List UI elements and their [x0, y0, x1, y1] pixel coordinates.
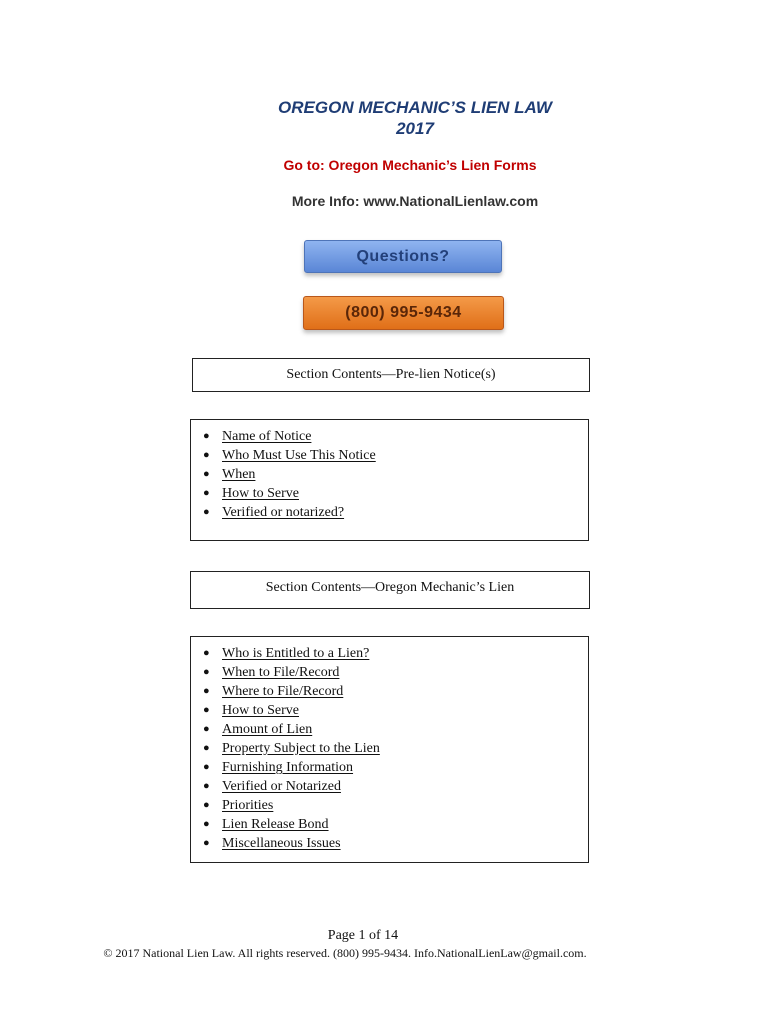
prelien-link[interactable]: Name of Notice	[222, 429, 312, 444]
lien-link[interactable]: Lien Release Bond	[222, 817, 329, 832]
lien-link[interactable]: How to Serve	[222, 703, 299, 718]
bullet-icon: ●	[203, 780, 210, 792]
list-item[interactable]	[191, 834, 380, 853]
prelien-link[interactable]: Verified or notarized?	[222, 505, 345, 520]
list-item[interactable]	[191, 720, 380, 739]
prelien-link[interactable]: Who Must Use This Notice	[222, 448, 376, 463]
bullet-icon: ●	[203, 487, 210, 499]
page-number: Page 1 of 14	[327, 928, 399, 943]
bullet-icon: ●	[203, 506, 210, 518]
bullet-icon: ●	[203, 742, 210, 754]
list-item[interactable]	[191, 777, 380, 796]
bullet-icon: ●	[203, 468, 210, 480]
lien-link[interactable]: Who is Entitled to a Lien?	[222, 646, 370, 661]
prelien-heading: Section Contents—Pre-lien Notice(s)	[286, 367, 496, 382]
bullet-icon: ●	[203, 761, 210, 773]
prelien-list	[191, 427, 376, 522]
copyright-footer: © 2017 National Lien Law. All rights reserved. (800) 995-9434. Info.NationalLienLaw@gmail.com.	[103, 946, 587, 960]
lien-list-box	[190, 636, 589, 863]
list-item[interactable]	[191, 503, 376, 522]
phone-button[interactable]: (800) 995-9434	[303, 296, 504, 330]
list-item[interactable]	[191, 739, 380, 758]
bullet-icon: ●	[203, 837, 210, 849]
forms-link[interactable]: Go to: Oregon Mechanic’s Lien Forms	[283, 157, 537, 173]
bullet-icon: ●	[203, 799, 210, 811]
bullet-icon: ●	[203, 685, 210, 697]
lien-heading-box	[190, 571, 590, 609]
bullet-icon: ●	[203, 818, 210, 830]
bullet-icon: ●	[203, 449, 210, 461]
list-item[interactable]	[191, 796, 380, 815]
prelien-heading-box	[192, 358, 590, 392]
bullet-icon: ●	[203, 704, 210, 716]
lien-link[interactable]: Furnishing Information	[222, 760, 354, 775]
lien-heading: Section Contents—Oregon Mechanic’s Lien	[265, 580, 515, 595]
questions-button[interactable]: Questions?	[304, 240, 502, 273]
document-title-year: 2017	[396, 119, 434, 138]
list-item[interactable]	[191, 701, 380, 720]
list-item[interactable]	[191, 682, 380, 701]
lien-link[interactable]: When to File/Record	[222, 665, 340, 680]
list-item[interactable]	[191, 465, 376, 484]
list-item[interactable]	[191, 484, 376, 503]
lien-link[interactable]: Amount of Lien	[222, 722, 313, 737]
prelien-list-box	[190, 419, 589, 541]
list-item[interactable]	[191, 758, 380, 777]
document-title-line1: OREGON MECHANIC’S LIEN LAW	[278, 98, 552, 117]
lien-link[interactable]: Verified or Notarized	[222, 779, 341, 794]
bullet-icon: ●	[203, 430, 210, 442]
list-item[interactable]	[191, 446, 376, 465]
list-item[interactable]	[191, 663, 380, 682]
more-info-link[interactable]: More Info: www.NationalLienlaw.com	[291, 193, 539, 209]
bullet-icon: ●	[203, 647, 210, 659]
prelien-link[interactable]: How to Serve	[222, 486, 299, 501]
bullet-icon: ●	[203, 666, 210, 678]
lien-link[interactable]: Priorities	[222, 798, 274, 813]
lien-list	[191, 644, 380, 853]
lien-link[interactable]: Where to File/Record	[222, 684, 344, 699]
list-item[interactable]	[191, 815, 380, 834]
lien-link[interactable]: Miscellaneous Issues	[222, 836, 341, 851]
bullet-icon: ●	[203, 723, 210, 735]
prelien-link[interactable]: When	[222, 467, 256, 482]
list-item[interactable]	[191, 427, 376, 446]
list-item[interactable]	[191, 644, 380, 663]
lien-link[interactable]: Property Subject to the Lien	[222, 741, 380, 756]
